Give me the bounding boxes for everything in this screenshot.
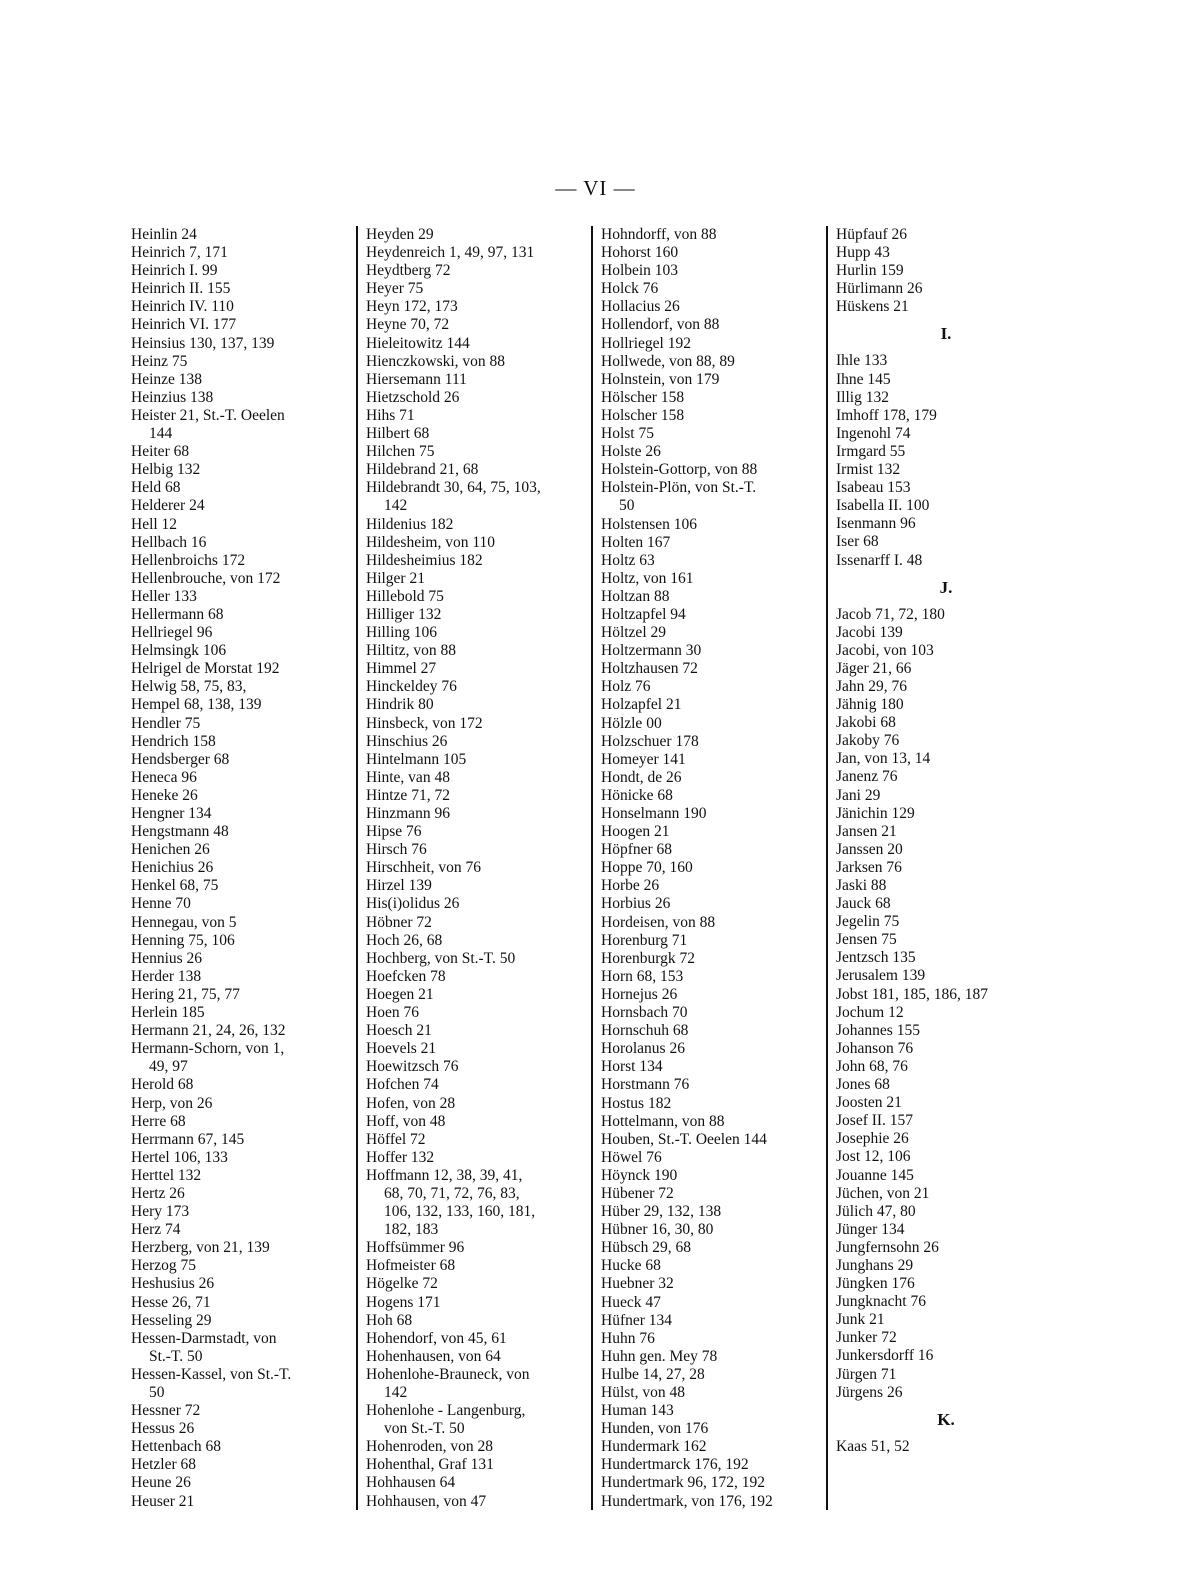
index-entry: Holzschuer 178 (601, 732, 699, 750)
index-entry: Hölzle 00 (601, 714, 662, 732)
index-entry: Hulbe 14, 27, 28 (601, 1365, 705, 1383)
index-entry: Hordeisen, von 88 (601, 913, 716, 931)
index-entry: Hessner 72 (131, 1402, 201, 1420)
index-entry: Janenz 76 (836, 768, 898, 786)
index-entry: Hempel 68, 138, 139 (131, 696, 262, 714)
index-entry: Jochum 12 (836, 1003, 904, 1021)
index-entry: Hueck 47 (601, 1293, 661, 1311)
index-entry: Herz 74 (131, 1221, 181, 1239)
section-letter-heading: K. (937, 1409, 955, 1429)
index-entry: Jülich 47, 80 (836, 1202, 916, 1220)
index-entry: Hostus 182 (601, 1094, 672, 1112)
index-entry: Hessen-Kassel, von St.-T. (131, 1365, 292, 1383)
index-entry: Hieleitowitz 144 (366, 334, 470, 352)
index-entry: Hinte, van 48 (366, 768, 450, 786)
index-entry: Hundertmarck 176, 192 (601, 1456, 749, 1474)
index-entry: Jarksen 76 (836, 858, 902, 876)
index-entry: Hundermark 162 (601, 1438, 707, 1456)
index-entry: Hogens 171 (366, 1293, 441, 1311)
index-entry: Helwig 58, 75, 83, (131, 678, 247, 696)
index-entry: Hoewitzsch 76 (366, 1058, 459, 1076)
index-entry: Hoesch 21 (366, 1022, 432, 1040)
index-entry: Hirschheit, von 76 (366, 859, 481, 877)
index-entry: Hellenbroichs 172 (131, 551, 246, 569)
index-entry-continuation: 49, 97 (149, 1058, 188, 1076)
index-entry: Höynck 190 (601, 1166, 678, 1184)
index-entry: Holtzapfel 94 (601, 605, 686, 623)
index-entry: Hülst, von 48 (601, 1384, 685, 1401)
index-entry: Holstensen 106 (601, 515, 698, 533)
index-entry: Hirzel 139 (366, 877, 432, 895)
index-entry: Hollriegel 192 (601, 334, 691, 352)
index-entry: Jürgens 26 (836, 1383, 903, 1401)
index-entry: Hellriegel 96 (131, 624, 213, 642)
index-entry: Horst 134 (601, 1058, 663, 1076)
index-entry: Hindrik 80 (366, 696, 434, 714)
index-entry: Junker 72 (836, 1329, 897, 1347)
index-entry: Johanson 76 (836, 1039, 914, 1057)
index-entry: Illig 132 (836, 388, 889, 406)
index-entry: Hilchen 75 (366, 443, 435, 461)
index-entry: Issenarff I. 48 (836, 551, 923, 569)
index-entry: Hoffer 132 (366, 1148, 435, 1166)
index-entry: Hohenthal, Graf 131 (366, 1456, 494, 1474)
index-entry: Janssen 20 (836, 840, 903, 858)
index-entry: Hendsberger 68 (131, 750, 230, 768)
index-entry: Jan, von 13, 14 (836, 750, 931, 768)
index-entry: Herder 138 (131, 967, 202, 985)
index-entry: Hettenbach 68 (131, 1438, 221, 1456)
index-column-3 (601, 226, 821, 1511)
index-entry: Hoff, von 48 (366, 1112, 446, 1130)
index-entry: Hintze 71, 72 (366, 786, 450, 804)
index-entry: Isenmann 96 (836, 515, 916, 533)
index-entry: Hertel 106, 133 (131, 1148, 228, 1166)
index-entry: Hofen, von 28 (366, 1094, 456, 1112)
page-number: — VI — (555, 176, 636, 200)
index-entry: Hirsch 76 (366, 841, 427, 859)
index-entry: Jakoby 76 (836, 732, 900, 750)
index-entry: Hiltitz, von 88 (366, 642, 456, 660)
index-entry: Hoefcken 78 (366, 967, 446, 985)
index-entry: Heneke 26 (131, 786, 198, 804)
index-entry: Jentzsch 135 (836, 949, 916, 967)
index-entry: Hintelmann 105 (366, 750, 467, 768)
index-entry: Holstein-Gottorp, von 88 (601, 461, 758, 479)
index-entry: Heune 26 (131, 1474, 191, 1492)
index-entry: Holnstein, von 179 (601, 370, 720, 388)
index-entry: Johannes 155 (836, 1021, 920, 1039)
index-entry: Höpfner 68 (601, 841, 673, 859)
index-entry: Hilger 21 (366, 569, 425, 587)
index-entry: Jungknacht 76 (836, 1293, 926, 1311)
index-entry: Hilling 106 (366, 624, 438, 642)
index-entry: Heinzius 138 (131, 388, 214, 406)
index-entry: Hüpfauf 26 (836, 226, 908, 243)
index-entry: Hohenlohe - Langenburg, (366, 1402, 526, 1420)
index-entry: Hildesheim, von 110 (366, 533, 496, 551)
index-entry: Hinzmann 96 (366, 805, 450, 822)
index-entry: Jones 68 (836, 1076, 890, 1094)
section-letter-heading: I. (940, 324, 952, 344)
index-entry: Hoh 68 (366, 1311, 413, 1329)
index-entry: Jobst 181, 185, 186, 187 (836, 985, 988, 1003)
index-entry: Hellermann 68 (131, 605, 224, 623)
index-entry-continuation: von St.-T. 50 (384, 1420, 465, 1438)
index-entry: Jähnig 180 (836, 696, 904, 714)
column-divider (356, 226, 358, 1510)
index-entry: Hipse 76 (366, 823, 422, 841)
index-entry: Hüfner 134 (601, 1311, 673, 1329)
index-entry: Helrigel de Morstat 192 (131, 660, 280, 678)
index-entry: Hüskens 21 (836, 298, 909, 316)
index-entry: Höffel 72 (366, 1130, 426, 1148)
index-entry: Jegelin 75 (836, 913, 900, 931)
index-entry: Hohhausen 64 (366, 1474, 456, 1492)
index-entry: Hinckeldey 76 (366, 678, 457, 696)
index-entry: Heyer 75 (366, 280, 424, 298)
index-entry: Huhn gen. Mey 78 (601, 1347, 718, 1365)
index-entry: Jünger 134 (836, 1220, 905, 1238)
index-entry: Jauck 68 (836, 895, 891, 913)
index-entry: Hildesheimius 182 (366, 551, 483, 569)
index-entry: Hessen-Darmstadt, von (131, 1329, 277, 1347)
index-entry: Hollacius 26 (601, 298, 680, 316)
index-entry: Heuser 21 (131, 1492, 195, 1510)
index-entry: Hohenlohe-Brauneck, von (366, 1365, 530, 1383)
index-entry: Hohndorff, von 88 (601, 226, 717, 243)
index-entry: Jänichin 129 (836, 804, 915, 822)
index-entry: Horolanus 26 (601, 1040, 685, 1058)
index-entry: Heyne 70, 72 (366, 316, 450, 334)
index-entry: Jakobi 68 (836, 714, 896, 732)
index-entry: Hildebrandt 30, 64, 75, 103, (366, 479, 541, 497)
index-entry: Herp, von 26 (131, 1094, 213, 1112)
index-entry: Heshusius 26 (131, 1275, 215, 1293)
index-entry: Josef II. 157 (836, 1112, 914, 1130)
index-entry: Jani 29 (836, 786, 881, 804)
index-entry: Henichius 26 (131, 859, 214, 877)
index-entry: Heyden 29 (366, 226, 434, 243)
index-column-1 (131, 226, 353, 1511)
index-entry: Högelke 72 (366, 1275, 438, 1293)
index-entry: Junghans 29 (836, 1256, 914, 1274)
index-entry: Holstein-Plön, von St.-T. (601, 479, 757, 497)
index-entry: Junk 21 (836, 1311, 885, 1329)
index-entry: Henkel 68, 75 (131, 877, 219, 895)
index-entry: Heinrich IV. 110 (131, 298, 234, 316)
index-entry: Jahn 29, 76 (836, 677, 908, 695)
index-entry: Held 68 (131, 479, 181, 497)
index-entry: His(i)olidus 26 (366, 895, 460, 913)
index-entry: Hesseling 29 (131, 1311, 212, 1329)
index-entry: Herold 68 (131, 1076, 194, 1094)
index-entry: Irmist 132 (836, 461, 901, 479)
index-entry: Hübsch 29, 68 (601, 1239, 691, 1257)
section-letter-heading: J. (939, 577, 953, 597)
index-entry: Heinrich 7, 171 (131, 244, 228, 262)
index-entry: Hermann-Schorn, von 1, (131, 1040, 285, 1058)
index-entry: Horenburgk 72 (601, 949, 695, 967)
index-entry: Hendler 75 (131, 714, 201, 732)
index-entry: Jacob 71, 72, 180 (836, 605, 945, 623)
index-entry: Jansen 21 (836, 822, 897, 840)
index-entry: Hietzschold 26 (366, 388, 460, 406)
index-entry: Hillebold 75 (366, 587, 444, 605)
index-entry: Hilliger 132 (366, 605, 442, 623)
column-divider (591, 226, 593, 1510)
index-entry: Hennius 26 (131, 949, 203, 967)
index-entry: Holz 76 (601, 678, 651, 696)
index-entry: Hornejus 26 (601, 985, 678, 1003)
index-entry: Jerusalem 139 (836, 967, 926, 985)
index-entry-continuation: 68, 70, 71, 72, 76, 83, (384, 1184, 520, 1202)
index-entry: Ingenohl 74 (836, 424, 911, 442)
index-entry: Herzog 75 (131, 1257, 196, 1275)
index-entry: Heiter 68 (131, 443, 190, 461)
index-entry: Holtzhausen 72 (601, 660, 698, 678)
index-entry: Ihle 133 (836, 352, 888, 370)
index-entry: Henne 70 (131, 895, 191, 913)
index-entry: Houben, St.-T. Oeelen 144 (601, 1130, 767, 1148)
index-entry: Hölscher 158 (601, 388, 685, 406)
index-entry: Holck 76 (601, 280, 659, 298)
index-entry: Herre 68 (131, 1112, 186, 1130)
index-entry: Hüber 29, 132, 138 (601, 1203, 722, 1221)
index-entry: Hoogen 21 (601, 823, 670, 841)
index-entry: Heinze 138 (131, 370, 203, 388)
index-entry: Josephie 26 (836, 1130, 909, 1148)
index-entry: Höltzel 29 (601, 624, 666, 642)
index-entry: Himmel 27 (366, 660, 437, 678)
index-entry: Hellenbrouche, von 172 (131, 569, 281, 587)
index-entry: John 68, 76 (836, 1057, 908, 1075)
index-entry: Hellbach 16 (131, 533, 207, 551)
index-entry: Hildebrand 21, 68 (366, 461, 479, 479)
index-column-2 (366, 226, 584, 1511)
index-entry: Heinrich VI. 177 (131, 316, 237, 334)
index-entry: Hunden, von 176 (601, 1420, 709, 1438)
index-entry: Hoegen 21 (366, 985, 434, 1003)
index-entry: Hornschuh 68 (601, 1022, 689, 1040)
index-entry: Jüchen, von 21 (836, 1184, 930, 1202)
index-entry: Hetzler 68 (131, 1456, 196, 1474)
index-entry: Heinrich II. 155 (131, 280, 231, 298)
index-entry: Hornsbach 70 (601, 1004, 688, 1022)
index-entry: Hohhausen, von 47 (366, 1492, 487, 1510)
index-entry: Hoppe 70, 160 (601, 859, 693, 877)
index-entry: Hofmeister 68 (366, 1257, 456, 1275)
index-entry: Horstmann 76 (601, 1076, 690, 1094)
index-entry: Holtzan 88 (601, 587, 670, 605)
index-entry: Huhn 76 (601, 1329, 655, 1347)
index-entry: Heinrich I. 99 (131, 262, 218, 280)
index-entry: Hübener 72 (601, 1184, 674, 1202)
index-entry: Hondt, de 26 (601, 768, 682, 786)
index-entry: Hesse 26, 71 (131, 1293, 211, 1311)
index-entry: Human 143 (601, 1402, 674, 1420)
index-entry: Holscher 158 (601, 406, 685, 424)
index-entry: Hoffmann 12, 38, 39, 41, (366, 1166, 523, 1184)
index-entry: Hertz 26 (131, 1184, 185, 1202)
index-entry: Helbig 132 (131, 461, 201, 479)
index-entry: Horn 68, 153 (601, 967, 684, 985)
index-entry-continuation: 182, 183 (384, 1221, 439, 1239)
index-entry: Hürlimann 26 (836, 280, 923, 298)
index-entry: Hering 21, 75, 77 (131, 985, 240, 1003)
index-entry: Jacobi 139 (836, 623, 903, 641)
index-entry: Hinschius 26 (366, 732, 448, 750)
index-entry: Jacobi, von 103 (836, 641, 934, 659)
index-entry: Hinsbeck, von 172 (366, 714, 483, 732)
index-entry: Heinsius 130, 137, 139 (131, 334, 275, 352)
index-entry: Henichen 26 (131, 841, 210, 859)
index-entry: Honselmann 190 (601, 805, 707, 822)
index-entry: Hengner 134 (131, 805, 212, 822)
index-entry: Hennegau, von 5 (131, 913, 237, 931)
index-entry: Heneca 96 (131, 768, 197, 786)
index-entry: Holzapfel 21 (601, 696, 682, 714)
index-entry-continuation: 142 (384, 1384, 408, 1401)
index-entry: Hengstmann 48 (131, 823, 229, 841)
index-entry-continuation: 50 (619, 497, 635, 515)
index-entry: Junkersdorff 16 (836, 1347, 934, 1365)
index-entry: Heinz 75 (131, 352, 188, 370)
index-entry: Hochberg, von St.-T. 50 (366, 949, 516, 967)
index-entry: Holtz, von 161 (601, 569, 694, 587)
index-entry: Hessus 26 (131, 1420, 195, 1438)
index-entry: Hundertmark, von 176, 192 (601, 1492, 773, 1510)
index-entry: Hell 12 (131, 515, 178, 533)
index-entry: Hollendorf, von 88 (601, 316, 720, 334)
index-entry: Jäger 21, 66 (836, 659, 912, 677)
index-entry: Hilbert 68 (366, 425, 430, 443)
index-entry-continuation: 106, 132, 133, 160, 181, (384, 1203, 536, 1221)
index-entry: Isabeau 153 (836, 479, 911, 497)
index-entry: Horbe 26 (601, 877, 660, 895)
index-entry: Horenburg 71 (601, 931, 688, 949)
index-entry: Hohendorf, von 45, 61 (366, 1329, 507, 1347)
index-entry: Holtz 63 (601, 551, 655, 569)
index-entry: Hildenius 182 (366, 515, 454, 533)
index-entry: Hupp 43 (836, 244, 890, 262)
index-entry: Herzberg, von 21, 139 (131, 1239, 270, 1257)
index-entry: Jungfernsohn 26 (836, 1238, 939, 1256)
index-entry: Hienczkowski, von 88 (366, 352, 506, 370)
index-entry: Ihne 145 (836, 370, 891, 388)
index-entry-continuation: St.-T. 50 (149, 1347, 203, 1365)
index-entry-continuation: 50 (149, 1384, 165, 1401)
index-entry: Hoen 76 (366, 1004, 419, 1022)
index-entry: Holst 75 (601, 425, 654, 443)
index-entry: Hoevels 21 (366, 1040, 437, 1058)
index-entry: Hönicke 68 (601, 786, 673, 804)
index-entry: Hofchen 74 (366, 1076, 439, 1094)
index-entry: Huebner 32 (601, 1275, 674, 1293)
index-entry: Jensen 75 (836, 931, 897, 949)
index-entry: Holbein 103 (601, 262, 679, 280)
index-entry: Hundertmark 96, 172, 192 (601, 1474, 766, 1492)
index-entry: Heinlin 24 (131, 226, 197, 243)
index-entry: Holste 26 (601, 443, 661, 461)
index-entry: Höbner 72 (366, 913, 432, 931)
index-entry: Hollwede, von 88, 89 (601, 352, 735, 370)
column-divider (826, 226, 828, 1510)
index-entry: Heydenreich 1, 49, 97, 131 (366, 244, 535, 262)
index-entry: Jouanne 145 (836, 1166, 914, 1184)
index-entry: Hohenroden, von 28 (366, 1438, 493, 1456)
index-entry: Joosten 21 (836, 1094, 902, 1112)
index-entry: Homeyer 141 (601, 750, 686, 768)
index-entry: Helmsingk 106 (131, 642, 227, 660)
index-entry: Jürgen 71 (836, 1365, 897, 1383)
index-entry: Jost 12, 106 (836, 1148, 911, 1166)
index-entry: Jüngken 176 (836, 1275, 915, 1293)
index-entry: Hottelmann, von 88 (601, 1112, 725, 1130)
index-entry: Kaas 51, 52 (836, 1437, 910, 1455)
index-entry: Hendrich 158 (131, 732, 216, 750)
index-entry-continuation: 144 (149, 425, 173, 443)
index-entry: Hiersemann 111 (366, 370, 467, 388)
index-entry: Herlein 185 (131, 1004, 205, 1022)
index-entry: Hurlin 159 (836, 262, 904, 280)
index-column-4 (836, 226, 1056, 1456)
index-entry: Herttel 132 (131, 1166, 202, 1184)
index-entry: Heyn 172, 173 (366, 298, 458, 316)
index-entry: Hery 173 (131, 1203, 190, 1221)
index-entry: Iser 68 (836, 533, 879, 551)
index-entry: Henning 75, 106 (131, 931, 235, 949)
index-entry: Heister 21, St.-T. Oeelen (131, 406, 285, 424)
index-entry: Irmgard 55 (836, 442, 906, 460)
index-entry: Holten 167 (601, 533, 671, 551)
index-entry: Isabella II. 100 (836, 497, 930, 515)
index-entry: Horbius 26 (601, 895, 671, 913)
index-entry: Höwel 76 (601, 1148, 662, 1166)
index-entry: Herrmann 67, 145 (131, 1130, 245, 1148)
index-entry: Hucke 68 (601, 1257, 661, 1275)
index-entry: Helderer 24 (131, 497, 205, 515)
index-entry: Hoffsümmer 96 (366, 1239, 465, 1257)
index-entry: Holtzermann 30 (601, 642, 702, 660)
index-entry: Hihs 71 (366, 406, 415, 424)
index-entry: Hohorst 160 (601, 244, 679, 262)
index-entry: Hermann 21, 24, 26, 132 (131, 1022, 286, 1040)
index-entry: Heller 133 (131, 587, 197, 605)
index-entry: Hoch 26, 68 (366, 931, 443, 949)
index-entry-continuation: 142 (384, 497, 408, 515)
index-entry: Hohenhausen, von 64 (366, 1347, 501, 1365)
index-entry: Jaski 88 (836, 877, 887, 894)
index-entry: Imhoff 178, 179 (836, 406, 937, 424)
index-entry: Hübner 16, 30, 80 (601, 1221, 714, 1239)
index-entry: Heydtberg 72 (366, 262, 451, 280)
